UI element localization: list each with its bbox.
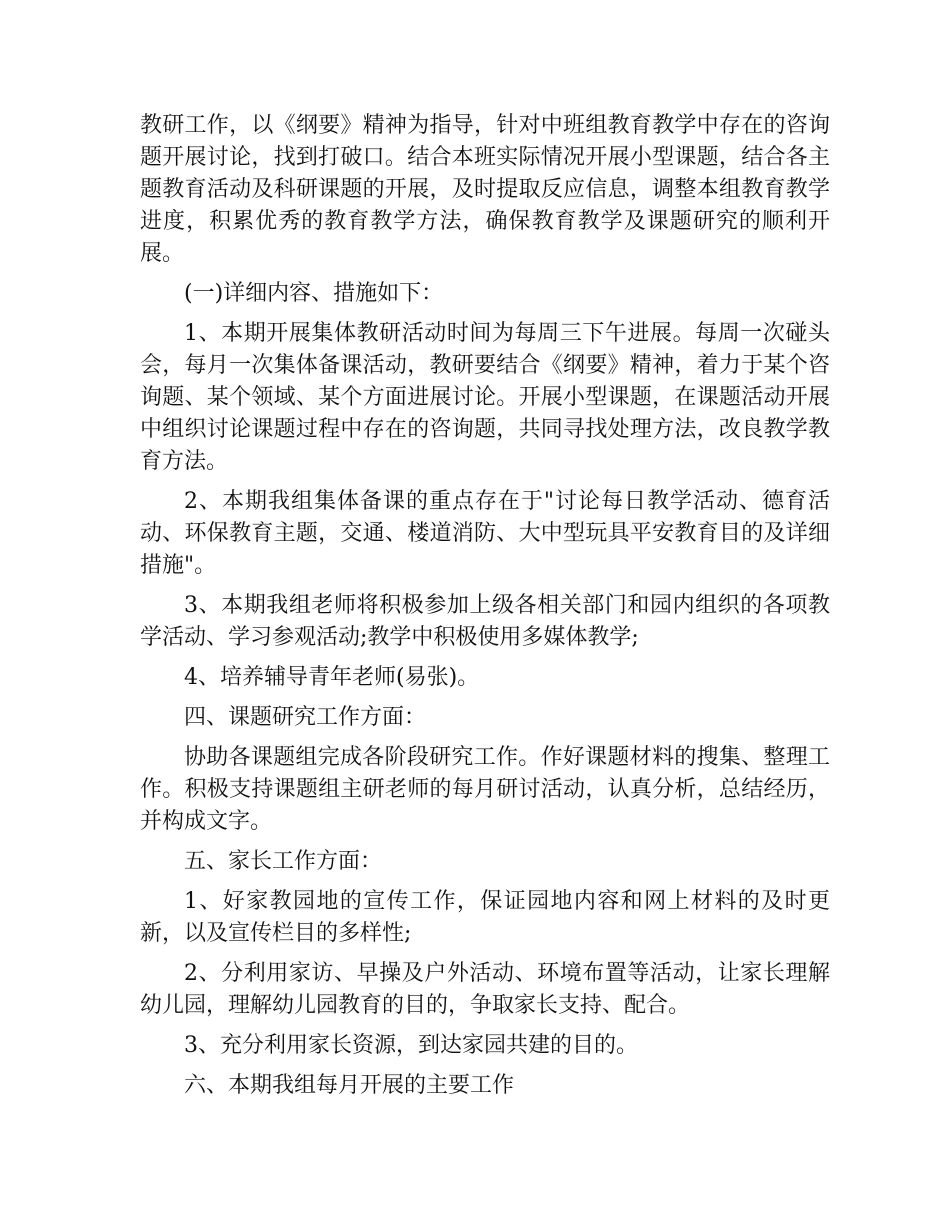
list-item-young-teachers: 4、培养辅导青年老师(易张)。	[184, 665, 480, 690]
list-item-home-visits: 2、分利用家访、早操及户外活动、环境布置等活动，让家长理解幼儿园，理解幼儿园教育的目的，争取家长支持、配合。	[140, 961, 830, 1018]
section-parent-work-heading: 五、家长工作方面：	[184, 849, 383, 874]
list-item-lesson-preparation: 2、本期我组集体备课的重点存在于"讨论每日教学活动、德育活动、环保教育主题，交通、楼道消防、大中型玩具平安教育目的及详细措施"。	[140, 489, 830, 578]
document-page	[140, 110, 830, 1110]
section-details-heading: (一)详细内容、措施如下：	[184, 281, 444, 306]
section-research-heading: 四、课题研究工作方面：	[184, 705, 427, 730]
list-item-home-education-board: 1、好家教园地的宣传工作，保证园地内容和网上材料的及时更新，以及宣传栏目的多样性;	[140, 889, 830, 946]
paragraph-research-work: 协助各课题组完成各阶段研究工作。作好课题材料的搜集、整理工作。积极支持课题组主研老师的每月研讨活动，认真分析，总结经历，并构成文字。	[140, 745, 830, 834]
list-item-parent-resources: 3、充分利用家长资源，到达家园共建的目的。	[184, 1033, 638, 1058]
section-monthly-work-heading: 六、本期我组每月开展的主要工作	[184, 1073, 515, 1098]
list-item-teaching-activities: 3、本期我组老师将积极参加上级各相关部门和园内组织的各项教学活动、学习参观活动;教学中积极使用多媒体教学;	[140, 593, 830, 650]
list-item-collective-research: 1、本期开展集体教研活动时间为每周三下午进展。每周一次碰头会，每月一次集体备课活动，教研要结合《纲要》精神，着力于某个咨询题、某个领域、某个方面进展讨论。开展小型课题，在课题活动开展中组织讨论课题过程中存在的咨询题，共同寻找处理方法，改良教学教育方法。	[140, 321, 830, 474]
paragraph-teaching-research-intro: 教研工作，以《纲要》精神为指导，针对中班组教育教学中存在的咨询题开展讨论，找到打破口。结合本班实际情况开展小型课题，结合各主题教育活动及科研课题的开展，及时提取反应信息，调整本组教育教学进度，积累优秀的教育教学方法，确保教育教学及课题研究的顺利开展。	[140, 113, 830, 266]
